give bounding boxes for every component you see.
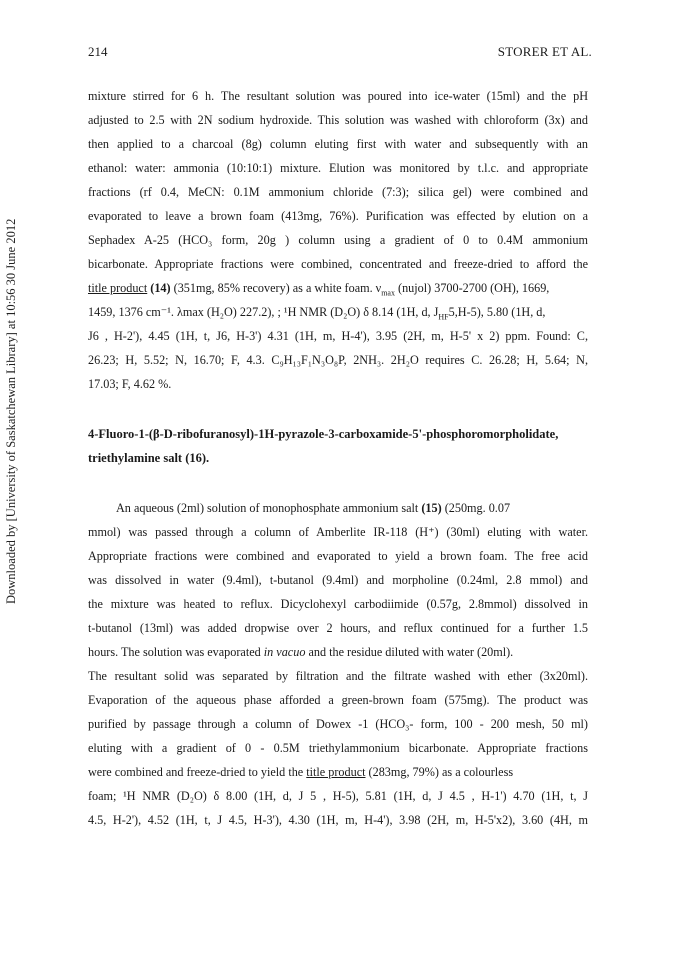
running-head: STORER ET AL. bbox=[497, 44, 592, 59]
para2-line-11: eluting with a gradient of 0 - 0.5M triethylammonium bicarbonate. Appropriate fractions bbox=[88, 741, 588, 755]
para1-line-13: 17.03; F, 4.62 %. bbox=[88, 377, 172, 391]
para2-line-2: mmol) was passed through a column of Amberlite IR-118 (H⁺) (30ml) eluting with water. bbox=[88, 525, 588, 539]
para2-line-4: was dissolved in water (9.4ml), t-butanol (9.4ml) and morpholine (0.24ml, 2.8 mmol) and bbox=[88, 573, 588, 587]
para1-line-2: adjusted to 2.5 with 2N sodium hydroxide. This solution was washed with chloroform (3x) and bbox=[88, 113, 588, 127]
para1-line-3: then applied to a charcoal (8g) column eluting first with water and subsequently with an bbox=[88, 137, 588, 151]
para2-line-10: purified by passage through a column of Dowex -1 (HCO₃- form, 100 - 200 mesh, 50 ml) bbox=[88, 717, 588, 731]
para1-line-7: Sephadex A-25 (HCO₃ form, 20g ) column using a gradient of 0 to 0.4M ammonium bbox=[88, 233, 588, 247]
para2-line-8: The resultant solid was separated by filtration and the filtrate washed with ether (3x20ml). bbox=[88, 669, 588, 683]
download-watermark-note: Downloaded by [University of Saskatchewan Library] at 10:56 30 June 2012 bbox=[4, 218, 18, 604]
para1-line-8: bicarbonate. Appropriate fractions were combined, concentrated and freeze-dried to afford the bbox=[88, 257, 588, 271]
title-product-reference-2: title product bbox=[306, 765, 366, 779]
compound-14-label: (14) bbox=[147, 281, 171, 295]
para2-line-9: Evaporation of the aqueous phase afforded a green-brown foam (575mg). The product was bbox=[88, 693, 588, 707]
para2-line-5: the mixture was heated to reflux. Dicyclohexyl carbodiimide (0.57g, 2.8mmol) dissolved in bbox=[88, 597, 588, 611]
para1-line-9: title product (14) (351mg, 85% recovery) as a white foam. $\nu_{max}$ (nujol) 3700-2700 (OH), 1669, bbox=[88, 281, 550, 298]
para2-line-14: 4.5, H-2'), 4.52 (1H, t, J 4.5, H-3'), 4.30 (1H, m, H-4'), 3.98 (2H, m, H-5'x2), 3.60 (4H, m bbox=[88, 813, 588, 827]
title-product-reference: title product bbox=[88, 281, 148, 295]
para1-line-12: 26.23; H, 5.52; N, 16.70; F, 4.3. C₉H₁₃F₁N₃O₈P, 2NH₃. 2H₂O requires C. 26.28; H, 5.64; N, bbox=[88, 353, 588, 367]
para1-line-11: J6 , H-2'), 4.45 (1H, t, J6, H-3') 4.31 (1H, m, H-4'), 3.95 (2H, m, H-5' x 2) ppm. Found: C, bbox=[88, 329, 588, 343]
para2-line-1: An aqueous (2ml) solution of monophosphate ammonium salt (15) (250mg. 0.07 bbox=[116, 501, 511, 515]
section-heading-line-1: 4-Fluoro-1-(β-D-ribofuranosyl)-1H-pyrazole-3-carboxamide-5'-phosphoromorpholidate, bbox=[88, 427, 559, 441]
para2-line-7: hours. The solution was evaporated in vacuo and the residue diluted with water (20ml). bbox=[88, 645, 514, 659]
para2-line-12: were combined and freeze-dried to yield the title product (283mg, 79%) as a colourless bbox=[88, 765, 514, 779]
para1-line-1: mixture stirred for 6 h. The resultant solution was poured into ice-water (15ml) and the pH bbox=[88, 89, 588, 103]
para2-line-3: Appropriate fractions were combined and evaporated to yield a brown foam. The free acid bbox=[88, 549, 588, 563]
para2-line-6: t-butanol (13ml) was added dropwise over 2 hours, and reflux continued for a further 1.5 bbox=[88, 621, 588, 635]
compound-15-label: (15) bbox=[421, 501, 442, 515]
para1-line-5: fractions (rf 0.4, MeCN: 0.1M ammonium chloride (7:3); silica gel) were combined and bbox=[88, 185, 588, 199]
page-number: 214 bbox=[88, 44, 108, 59]
section-heading-line-2: triethylamine salt (16). bbox=[88, 451, 210, 465]
para1-line-4: ethanol: water: ammonia (10:10:1) mixture. Elution was monitored by t.l.c. and appropriate bbox=[88, 161, 588, 175]
para2-line-13: foam; ¹H NMR (D₂O) δ 8.00 (1H, d, J 5 , H-5), 5.81 (1H, d, J 4.5 , H-1') 4.70 (1H, t, J bbox=[88, 789, 588, 803]
para1-line-6: evaporated to leave a brown foam (413mg, 76%). Purification was effected by elution on a bbox=[88, 209, 588, 223]
para1-line-10: 1459, 1376 cm⁻¹. λmax (H₂O) 227.2), ; ¹H NMR (D₂O) δ 8.14 (1H, d, $J_{HF}5,H-5$), 5.80 (1H, d, bbox=[88, 305, 546, 322]
